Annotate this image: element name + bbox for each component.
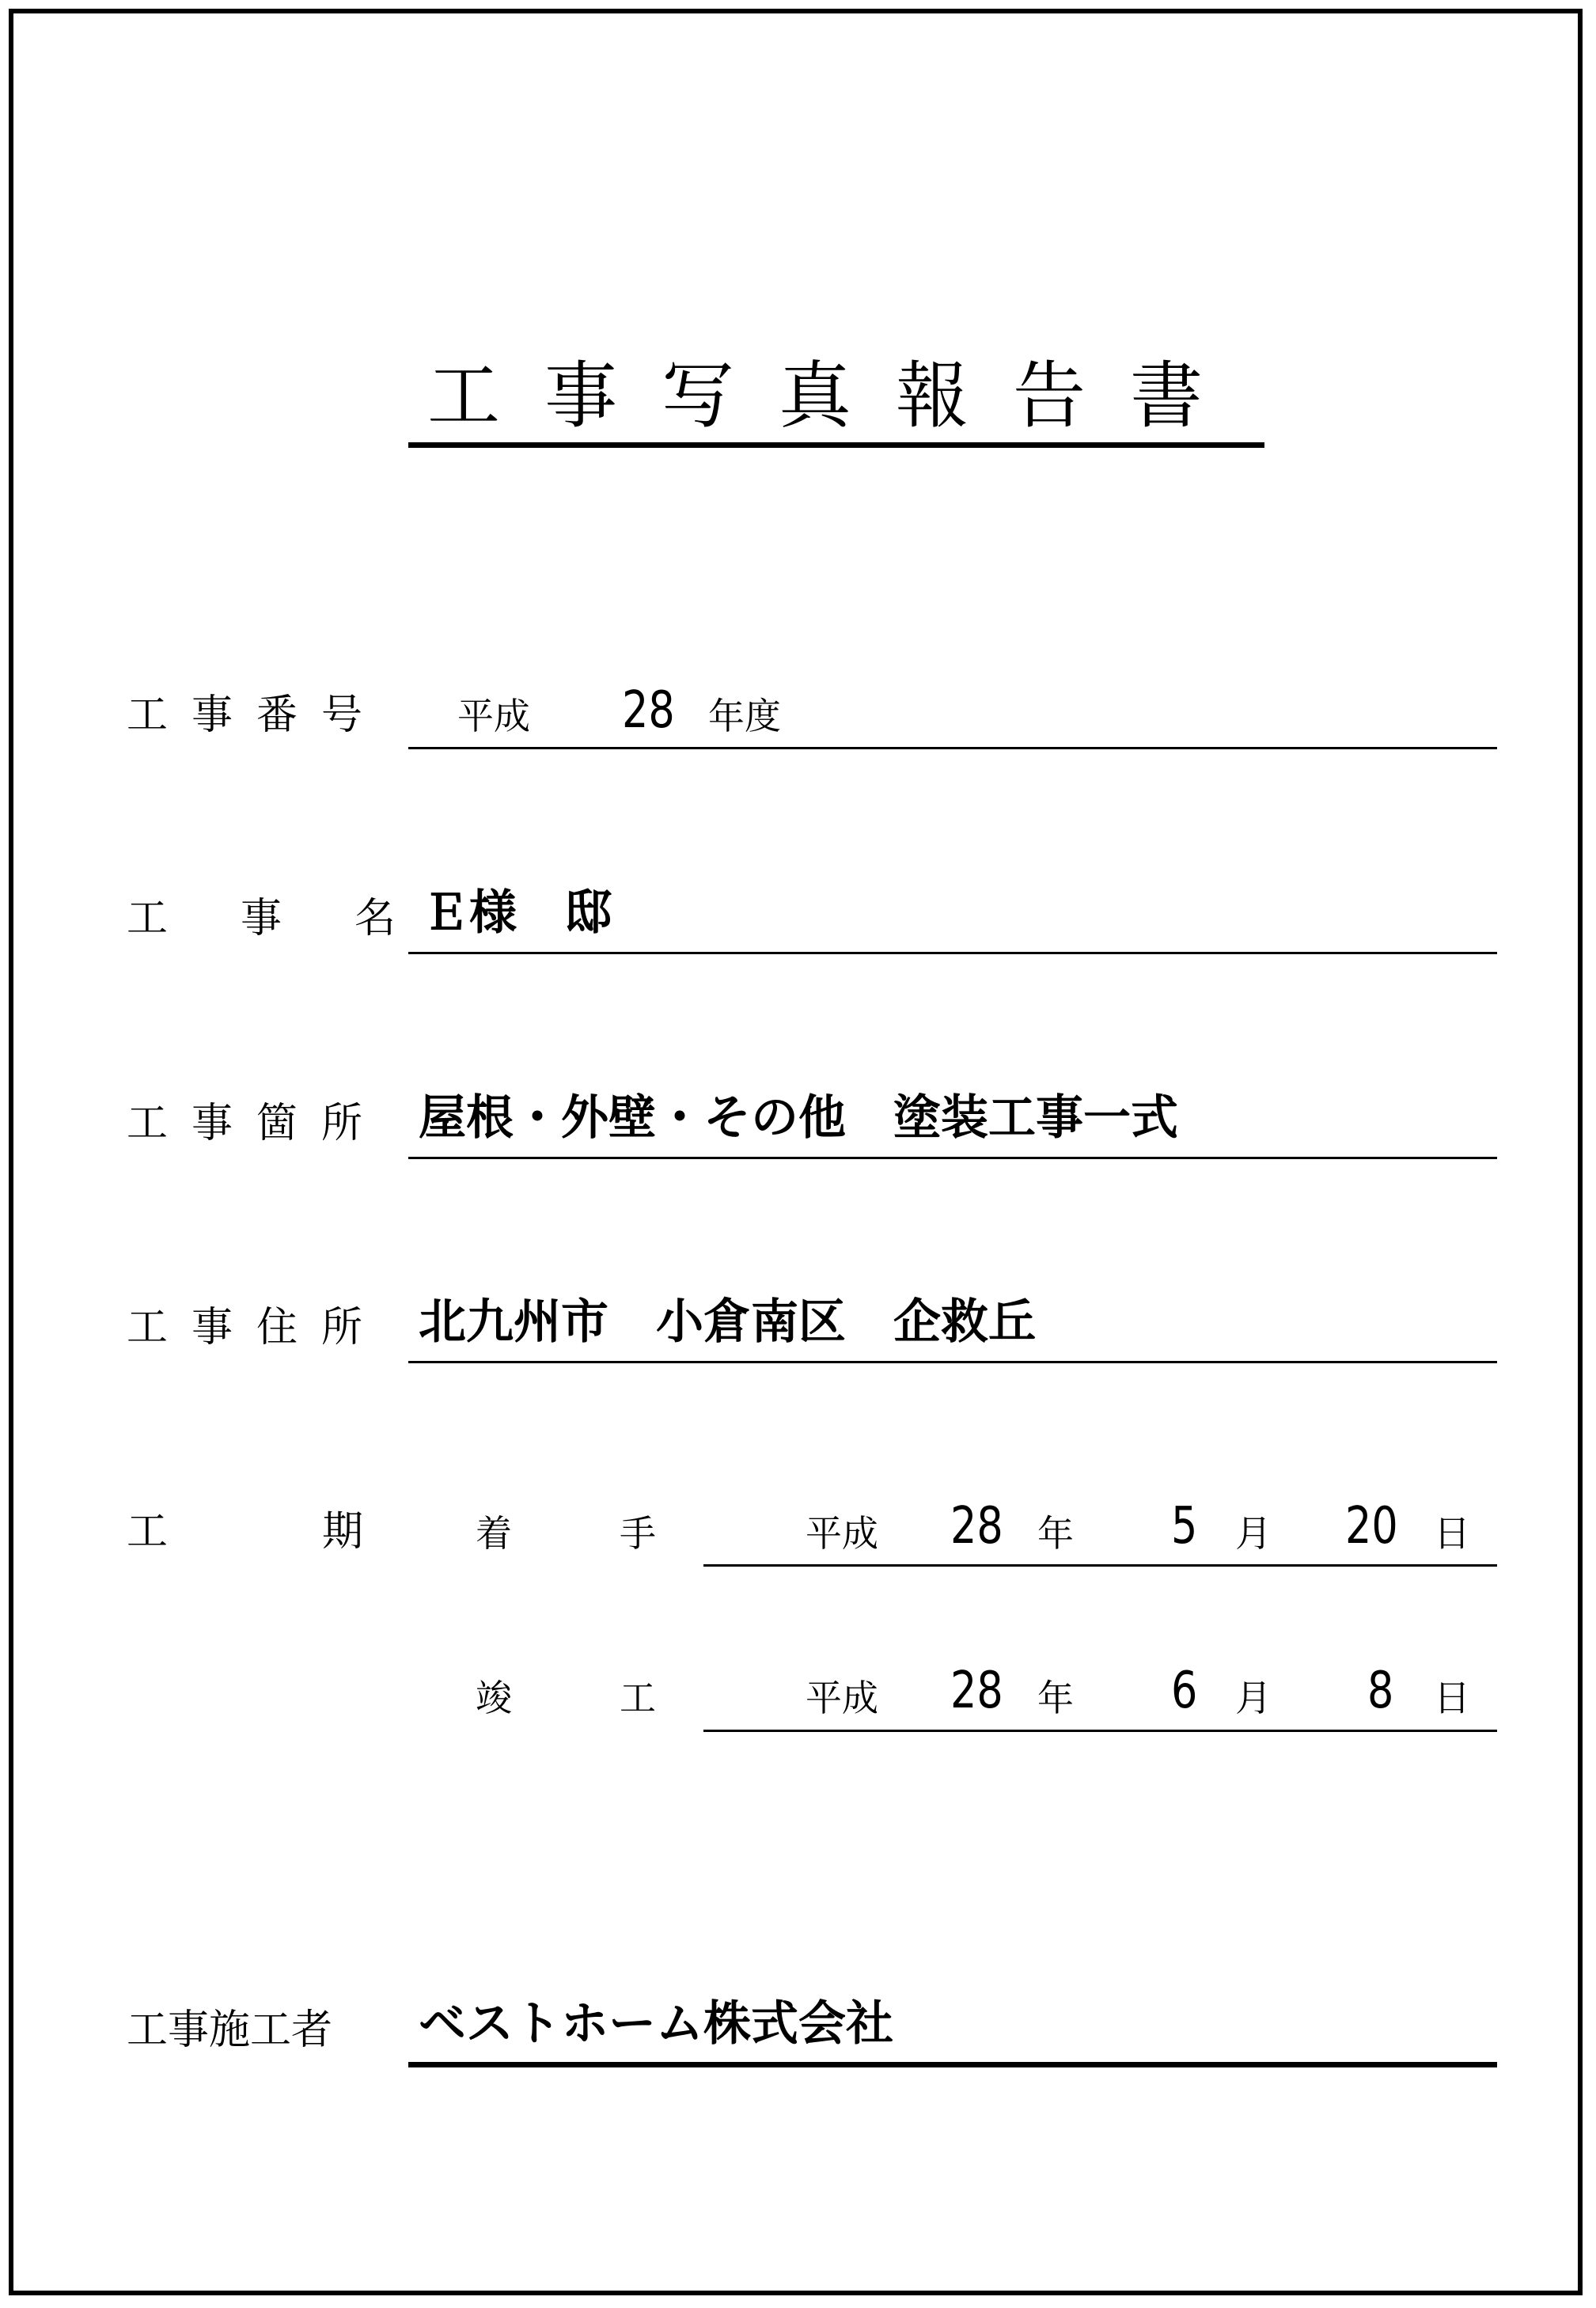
start-era: 平成	[806, 1512, 878, 1555]
start-label: 着手	[476, 1512, 764, 1555]
period-label-1: 工	[127, 1508, 169, 1556]
construction-name-value: Ｅ様 邸	[422, 885, 612, 941]
end-day-unit: 日	[1434, 1677, 1470, 1719]
end-label: 竣工	[476, 1677, 764, 1719]
construction-name-rule	[408, 952, 1497, 954]
construction-name-label: 工事名	[127, 895, 469, 942]
end-day: 8	[1367, 1662, 1394, 1720]
period-label-2: 期	[322, 1508, 364, 1556]
construction-number-year: 28	[622, 681, 675, 740]
end-month: 6	[1171, 1662, 1198, 1720]
construction-site-value: 屋根・外壁・その他 塗装工事一式	[419, 1090, 1178, 1146]
contractor-label: 工事施工者	[127, 2007, 333, 2054]
construction-number-label: 工事番号	[127, 692, 387, 739]
page-border	[9, 9, 1583, 2295]
end-year: 28	[950, 1662, 1003, 1720]
contractor-rule	[408, 2062, 1497, 2067]
construction-site-label: 工事箇所	[127, 1100, 387, 1147]
document-title: 工事写真報告書	[427, 354, 1248, 438]
end-rule	[703, 1730, 1497, 1732]
construction-number-suffix: 年度	[708, 695, 781, 737]
construction-address-label: 工事住所	[127, 1304, 387, 1351]
start-year: 28	[950, 1497, 1003, 1556]
start-year-unit: 年	[1037, 1512, 1074, 1555]
start-day-unit: 日	[1434, 1512, 1470, 1555]
start-rule	[703, 1564, 1497, 1567]
construction-address-value: 北九州市 小倉南区 企救丘	[419, 1294, 1036, 1350]
contractor-value: ベストホーム株式会社	[419, 1996, 893, 2052]
end-month-unit: 月	[1235, 1677, 1272, 1719]
start-day: 20	[1345, 1497, 1398, 1556]
title-underline	[408, 442, 1264, 448]
end-year-unit: 年	[1037, 1677, 1074, 1719]
construction-address-rule	[408, 1361, 1497, 1363]
construction-number-rule	[408, 747, 1497, 749]
construction-number-era: 平成	[457, 695, 530, 737]
end-era: 平成	[806, 1677, 878, 1719]
start-month-unit: 月	[1235, 1512, 1272, 1555]
start-month: 5	[1171, 1497, 1198, 1556]
construction-site-rule	[408, 1157, 1497, 1159]
